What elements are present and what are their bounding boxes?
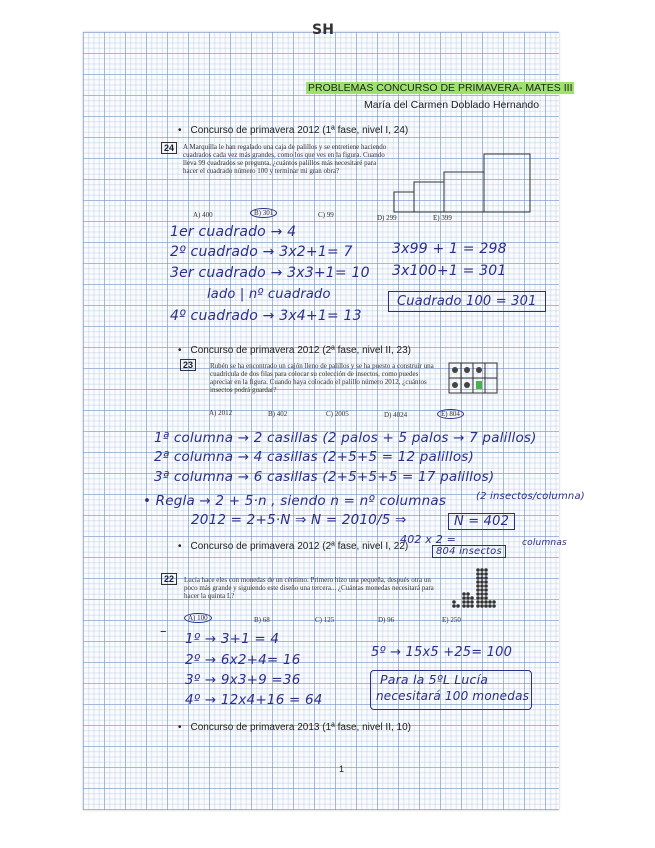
p22-work-4: 4º → 12x4+16 = 64 — [185, 692, 323, 708]
problem-22-option-a: A) 100 — [184, 613, 212, 623]
squares-figure — [393, 152, 533, 214]
p23-work-5: 2012 = 2+5·N ⇒ N = 2010/5 ⇒ — [191, 512, 407, 528]
problem-23-text: Rubén se ha encontrado un cajón lleno de palillos y se ha puesto a construir una cuadrícula de dos filas para colocar su colección de insectos, como puedes apreciar en la figura. Cuando haya colocado el palillo número 2012, ¿cuántos insectos podrá guardar? — [210, 362, 434, 394]
p24-work-4: lado | nº cuadrado — [207, 287, 331, 302]
p24-work-3: 3er cuadrado → 3x3+1= 10 — [170, 265, 370, 281]
page-title: PROBLEMAS CONCURSO DE PRIMAVERA- MATES III — [308, 82, 573, 94]
problem-23-option-d: D) 4024 — [384, 411, 408, 419]
problem-22-option-c: C) 125 — [315, 616, 335, 624]
p22-answer-line-1: Para la 5ºL Lucía — [380, 672, 489, 687]
insect-grid-figure — [448, 362, 498, 394]
problem-23-number: 23 — [180, 359, 196, 371]
problem-24-option-b: B) 301 — [250, 208, 277, 218]
p24-calc-1: 3x99 + 1 = 298 — [392, 241, 507, 257]
top-mark: SH — [312, 22, 335, 38]
problem-22-option-b: B) 68 — [254, 616, 270, 624]
problem-24-number: 24 — [161, 142, 177, 154]
problem-22-option-d: D) 96 — [378, 616, 395, 624]
p23-work-4: • Regla → 2 + 5·n , siendo n = nº columnas — [143, 493, 447, 509]
p22-dash: – — [160, 624, 167, 639]
p23-n-box: N = 402 — [448, 513, 515, 530]
problem-22-option-e: E) 250 — [442, 616, 461, 624]
p22-work-1: 1º → 3+1 = 4 — [185, 631, 280, 647]
p22-work-2: 2º → 6x2+4= 16 — [185, 652, 301, 668]
p23-insects-box: 804 insectos — [432, 545, 506, 558]
p23-work-2: 2ª columna → 4 casillas (2+5+5 = 12 palillos) — [154, 449, 474, 465]
problem-23-option-a: A) 2012 — [209, 409, 233, 417]
problem-22-text: Lucía hace eles con monedas de un céntimo. Primero hizo una pequeña, después otra un poco más grande y siguiendo este diseño una tercera... ¿Cuántas monedas necesitará para hacer la quinta L? — [184, 576, 434, 600]
problem-next-heading: • Concurso de primavera 2013 (1ª fase, nivel II, 10) — [178, 722, 411, 733]
p24-work-1: 1er cuadrado → 4 — [170, 224, 297, 240]
p24-work-5: 4º cuadrado → 3x4+1= 13 — [170, 308, 362, 324]
problem-22-heading: • Concurso de primavera 2012 (2ª fase, nivel I, 22) — [178, 541, 408, 552]
problem-24-option-c: C) 99 — [318, 211, 334, 219]
problem-24-option-d: D) 299 — [377, 214, 397, 222]
problem-24-heading: • Concurso de primavera 2012 (1ª fase, nivel I, 24) — [178, 125, 408, 136]
page-number: 1 — [339, 764, 345, 774]
p24-calc-2: 3x100+1 = 301 — [392, 263, 507, 279]
problem-24-option-a: A) 400 — [193, 211, 213, 219]
p23-extra: 402 x 2 = — [400, 533, 457, 546]
problem-23-option-e: E) 804 — [437, 409, 464, 419]
p23-work-3: 3ª columna → 6 casillas (2+5+5+5 = 17 palillos) — [154, 469, 495, 485]
p23-columnas: columnas — [522, 538, 567, 548]
p23-note: (2 insectos/columna) — [476, 491, 585, 502]
p24-work-2: 2º cuadrado → 3x2+1= 7 — [170, 244, 353, 260]
p23-work-1: 1ª columna → 2 casillas (2 palos + 5 palos → 7 palillos) — [154, 430, 537, 446]
problem-23-option-b: B) 402 — [268, 410, 288, 418]
problem-23-option-c: C) 2005 — [326, 410, 349, 418]
problem-22-number: 22 — [161, 573, 177, 585]
p22-calc: 5º → 15x5 +25= 100 — [371, 645, 513, 660]
p22-work-3: 3º → 9x3+9 =36 — [185, 672, 301, 688]
coins-figure — [451, 566, 507, 610]
author: María del Carmen Doblado Hernando — [364, 99, 540, 111]
problem-24-text: A Marquilla le han regalado una caja de palillos y se entretiene haciendo cuadrados cada vez más grandes, como los que ves en la figura. Cuando lleva 99 cuadrados se pregunta, ¿cuántos palillos más necesitaré para hacer el cuadrado número 100 y terminar mi gran obra? — [183, 143, 387, 175]
problem-24-option-e: E) 399 — [433, 214, 452, 222]
p24-answer-box: Cuadrado 100 = 301 — [388, 291, 546, 312]
p22-answer-line-2: necesitará 100 monedas — [376, 689, 530, 703]
problem-23-heading: • Concurso de primavera 2012 (2ª fase, nivel II, 23) — [178, 345, 411, 356]
